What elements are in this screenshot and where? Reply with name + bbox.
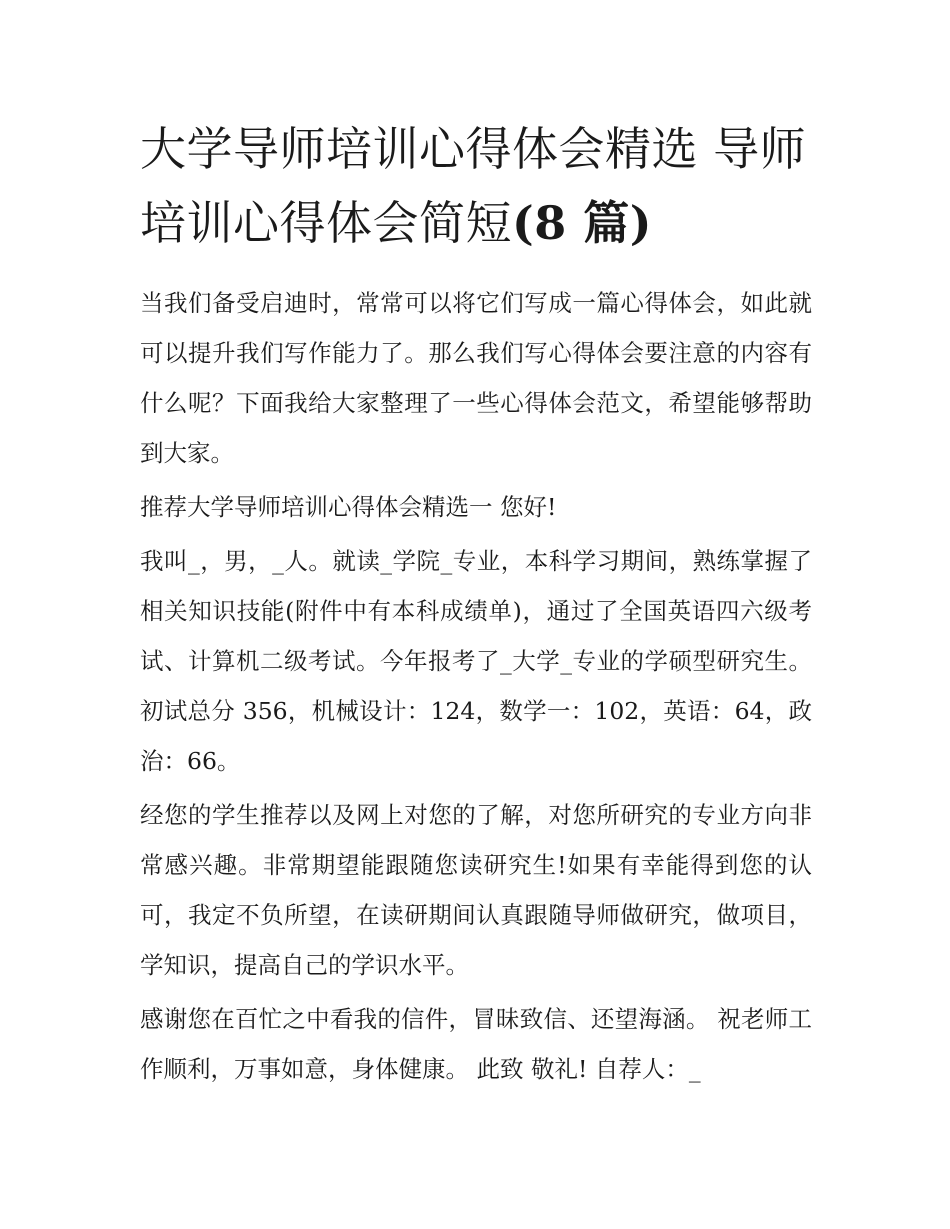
document-title (140, 112, 812, 260)
document-body (140, 112, 812, 1098)
title-main: 大学导师培训心得体会精选 导师培训心得体会简短 (140, 122, 807, 250)
section-heading-paragraph: 推荐大学导师培训心得体会精选一 您好! (140, 493, 557, 521)
intro-paragraph: 当我们备受启迪时，常常可以将它们写成一篇心得体会，如此就可以提升我们写作能力了。那么我们写心得体会要注意的内容有什么呢？下面我给大家整理了一些心得体会范文，希望能够帮助到大家。 (140, 289, 812, 467)
title-suffix: (8 篇) (512, 196, 653, 250)
closing-paragraph: 感谢您在百忙之中看我的信件，冒昧致信、还望海涵。 祝老师工作顺利，万事如意，身体健康。 此致 敬礼! 自荐人：_ (140, 1005, 812, 1083)
self-introduction-paragraph: 我叫_，男，_人。就读_学院_专业，本科学习期间，熟练掌握了相关知识技能(附件中有本科成绩单)，通过了全国英语四六级考试、计算机二级考试。今年报考了_大学_专业的学硕型研究生。初试总分 356，机械设计：124，数学一：102，英语：64，政治：66。 (140, 547, 812, 775)
interest-paragraph: 经您的学生推荐以及网上对您的了解，对您所研究的专业方向非常感兴趣。非常期望能跟随您读研究生!如果有幸能得到您的认可，我定不负所望，在读研期间认真跟随导师做研究，做项目，学知识，提高自己的学识水平。 (140, 801, 812, 979)
